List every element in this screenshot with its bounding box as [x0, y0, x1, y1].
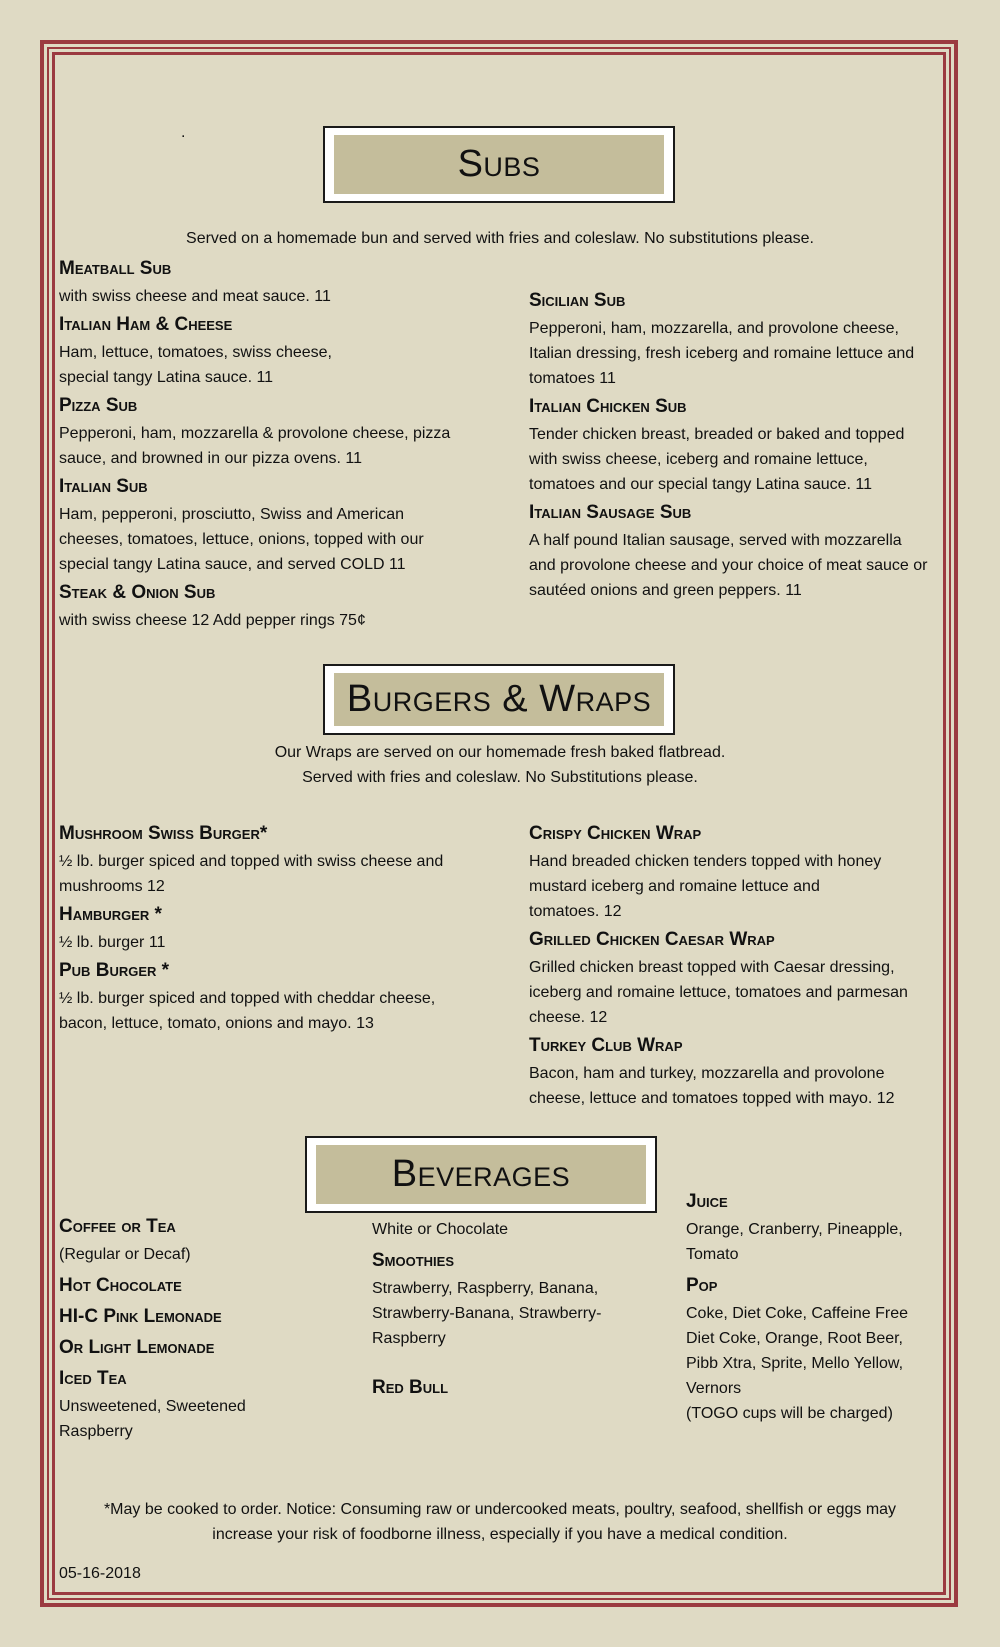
notice-line1: *May be cooked to order. Notice: Consuming raw or undercooked meats, poultry, seafood, shellfish or eggs may: [103, 1501, 897, 1518]
item-name: Italian Sub: [59, 476, 148, 497]
bev-iced-tea: Iced Tea: [59, 1368, 127, 1389]
burgers-note-line1: Our Wraps are served on our homemade fresh baked flatbread.: [274, 744, 726, 761]
item-name: Steak & Onion Sub: [59, 582, 216, 603]
beverages-title-box: [305, 1136, 657, 1213]
item-description: ½ lb. burger spiced and topped with swiss cheese and mushrooms 12: [59, 853, 444, 895]
bev-milk-desc: White or Chocolate: [372, 1221, 509, 1238]
stray-dot: .: [181, 124, 186, 141]
burgers-left-column: [59, 818, 499, 1036]
item-name: Italian Chicken Sub: [529, 396, 687, 417]
burgers-right-column: [529, 818, 944, 1111]
beverages-column-2: [372, 1217, 662, 1406]
bev-smoothies-desc: Strawberry, Raspberry, Banana, Strawberry-Banana, Strawberry- Raspberry: [372, 1280, 602, 1347]
subs-right-column: [529, 285, 944, 603]
bev-red-bull: Red Bull: [372, 1377, 449, 1398]
burgers-note-line2: Served with fries and coleslaw. No Substitutions please.: [302, 769, 698, 786]
item-name: Pub Burger *: [59, 960, 170, 981]
item-description: with swiss cheese 12 Add pepper rings 75¢: [59, 612, 366, 629]
menu-item-grilled-chicken-caesar-wrap: [529, 928, 944, 1030]
item-description: ½ lb. burger spiced and topped with cheddar cheese, bacon, lettuce, tomato, onions and mayo. 13: [59, 990, 436, 1032]
item-name: Crispy Chicken Wrap: [529, 823, 702, 844]
beverages-column-1: [59, 1214, 339, 1450]
menu-item-italian-sausage-sub: [529, 501, 944, 603]
item-description: Pepperoni, ham, mozzarella, and provolone cheese, Italian dressing, fresh iceberg and romaine lettuce and tomatoes 11: [529, 320, 915, 387]
menu-item-steak-onion-sub: [59, 581, 499, 633]
item-description: Hand breaded chicken tenders topped with honey mustard iceberg and romaine lettuce and tomatoes. 12: [529, 853, 882, 920]
item-description: Bacon, ham and turkey, mozzarella and provolone cheese, lettuce and tomatoes topped with mayo. 12: [529, 1065, 895, 1107]
bev-juice-desc: Orange, Cranberry, Pineapple, Tomato: [686, 1221, 903, 1263]
food-safety-notice: [70, 1497, 930, 1547]
item-description: Pepperoni, ham, mozzarella & provolone cheese, pizza sauce, and browned in our pizza ovens. 11: [59, 425, 451, 467]
bev-smoothies: Smoothies: [372, 1250, 455, 1271]
subs-note: Served on a homemade bun and served with fries and coleslaw. No substitutions please.: [186, 230, 814, 247]
item-name: Italian Sausage Sub: [529, 502, 692, 523]
burgers-title: Burgers & Wraps: [334, 673, 664, 726]
beverages-title: Beverages: [316, 1145, 646, 1204]
item-name: Turkey Club Wrap: [529, 1035, 683, 1056]
menu-item-mushroom-swiss-burger: [59, 822, 499, 899]
notice-line2: increase your risk of foodborne illness, especially if you have a medical condition.: [212, 1526, 788, 1543]
subs-title-box: [323, 126, 675, 203]
beverages-column-3: [686, 1189, 946, 1432]
menu-item-pub-burger: [59, 959, 499, 1036]
item-name: Sicilian Sub: [529, 290, 626, 311]
bev-coffee-desc: (Regular or Decaf): [59, 1246, 191, 1263]
bev-hot-chocolate: Hot Chocolate: [59, 1275, 182, 1296]
bev-hic-pink-lemonade: HI-C Pink Lemonade: [59, 1306, 222, 1327]
item-name: Meatball Sub: [59, 258, 172, 279]
item-description: ½ lb. burger 11: [59, 934, 166, 951]
bev-coffee-or-tea: Coffee or Tea: [59, 1216, 176, 1237]
item-description: A half pound Italian sausage, served with mozzarella and provolone cheese and your choice of meat sauce or sautéed onions and green peppers. 11: [529, 532, 928, 599]
subs-left-column: [59, 253, 499, 633]
item-description: Ham, lettuce, tomatoes, swiss cheese, special tangy Latina sauce. 11: [59, 344, 332, 386]
item-name: Pizza Sub: [59, 395, 138, 416]
bev-light-lemonade: Or Light Lemonade: [59, 1337, 215, 1358]
bev-iced-tea-desc: Unsweetened, Sweetened Raspberry: [59, 1398, 246, 1440]
bev-pop-desc: Coke, Diet Coke, Caffeine Free Diet Coke, Orange, Root Beer, Pibb Xtra, Sprite, Mello Yellow, Vernors (TOGO cups will be charged): [686, 1305, 909, 1422]
menu-item-italian-chicken-sub: [529, 395, 944, 497]
menu-item-meatball-sub: [59, 257, 499, 309]
bev-pop: Pop: [686, 1275, 718, 1296]
item-name: Grilled Chicken Caesar Wrap: [529, 929, 775, 950]
burgers-title-box: [323, 664, 675, 735]
item-description: Tender chicken breast, breaded or baked and topped with swiss cheese, iceberg and romaine lettuce, tomatoes and our special tangy Latina sauce. 11: [529, 426, 905, 493]
item-name: Mushroom Swiss Burger*: [59, 823, 268, 844]
item-name: Hamburger *: [59, 904, 162, 925]
menu-item-italian-ham-cheese: [59, 313, 499, 390]
item-description: with swiss cheese and meat sauce. 11: [59, 288, 331, 305]
item-name: Italian Ham & Cheese: [59, 314, 233, 335]
menu-item-italian-sub: [59, 475, 499, 577]
menu-item-turkey-club-wrap: [529, 1034, 944, 1111]
menu-item-crispy-chicken-wrap: [529, 822, 944, 924]
item-description: Ham, pepperoni, prosciutto, Swiss and American cheeses, tomatoes, lettuce, onions, topped with our special tangy Latina sauce, and served COLD 11: [59, 506, 424, 573]
subs-title: Subs: [334, 135, 664, 194]
item-description: Grilled chicken breast topped with Caesar dressing, iceberg and romaine lettuce, tomatoes and parmesan cheese. 12: [529, 959, 908, 1026]
menu-item-hamburger: [59, 903, 499, 955]
menu-item-pizza-sub: [59, 394, 499, 471]
menu-item-sicilian-sub: [529, 289, 944, 391]
menu-date: 05-16-2018: [59, 1565, 141, 1582]
bev-juice: Juice: [686, 1191, 728, 1212]
